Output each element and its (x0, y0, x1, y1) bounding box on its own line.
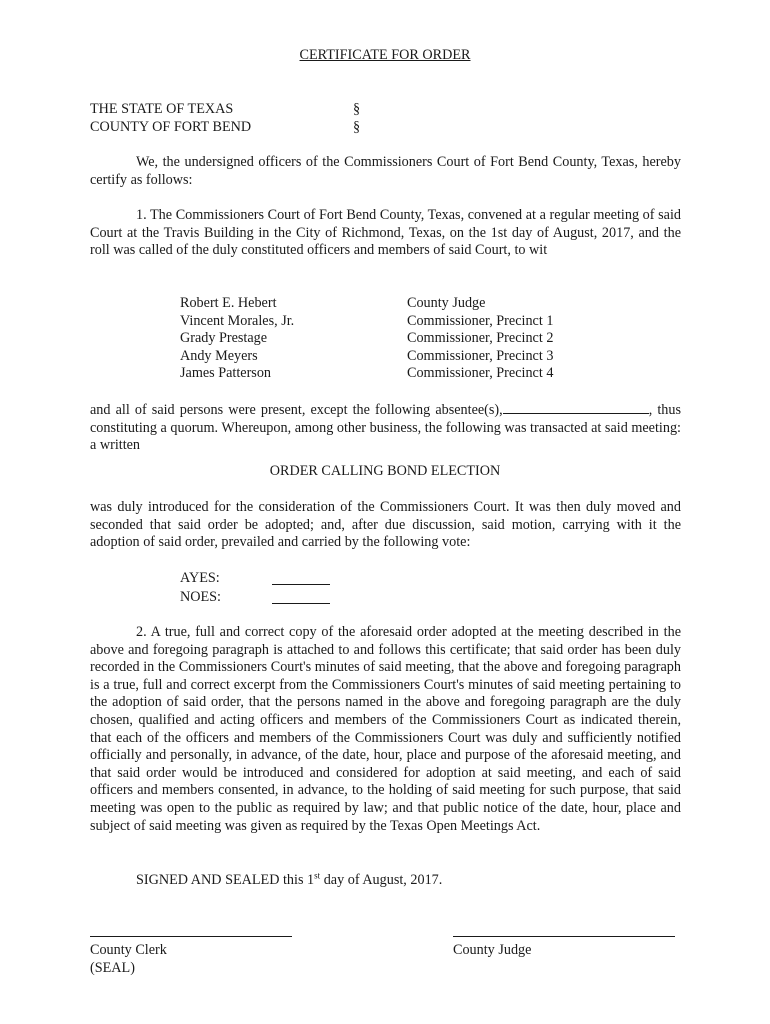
county-judge-label: County Judge (453, 942, 532, 958)
member-title: County Judge (407, 295, 486, 311)
signed-line (136, 872, 442, 890)
absentee-paragraph (90, 401, 681, 455)
introduced-paragraph: was duly introduced for the consideration of the Commissioners Court. It was then duly moved and seconded that said order be adopted; and, after due discussion, said motion, carrying with it the adoption of said order, prevailed and carried by the following vote: (90, 499, 681, 551)
section-symbol: § (353, 119, 361, 135)
member-title: Commissioner, Precinct 4 (407, 365, 554, 382)
roll-row (180, 313, 600, 331)
member-title: Commissioner, Precinct 3 (407, 347, 554, 364)
member-name: James Patterson (180, 365, 272, 382)
document-title: CERTIFICATE FOR ORDER (299, 47, 471, 63)
state-label: THE STATE OF TEXAS (90, 101, 234, 117)
county-clerk-signature-line[interactable] (90, 936, 292, 937)
ayes-label: AYES: (180, 570, 220, 586)
absentee-text-after: , thus constituting a quorum. Whereupon, among other business, the following was transacted at said meeting: a written (90, 402, 681, 454)
seal-label: (SEAL) (90, 960, 135, 976)
noes-row (180, 589, 330, 607)
county-clerk-label: County Clerk (90, 942, 167, 958)
state-heading (90, 101, 361, 119)
signed-text-after: day of August, 2017. (320, 872, 443, 888)
noes-label: NOES: (180, 589, 221, 605)
roll-row (180, 295, 600, 313)
order-title: ORDER CALLING BOND ELECTION (269, 463, 501, 479)
member-name: Robert E. Hebert (180, 295, 277, 311)
ayes-blank[interactable] (272, 570, 330, 585)
county-judge-signature-line[interactable] (453, 936, 675, 937)
noes-blank[interactable] (272, 589, 330, 604)
paragraph-two: 2. A true, full and correct copy of the aforesaid order adopted at the meeting described in the above and foregoing paragraph is attached to and follows this certificate; that said order has been duly recorded in the Commissioners Court's minutes of said meeting, that the above and foregoing paragraph is a true, full and correct excerpt from the Commissioners Court's minutes of said meeting pertaining to the adoption of said order, that the persons named in the above and foregoing paragraph are the duly chosen, qualified and acting officers and members of the Commissioners Court as indicated therein, that each of the officers and members of the Commissioners Court was duly and sufficiently notified officially and personally, in advance, of the date, hour, place and purpose of the aforesaid meeting, and that said order would be introduced and considered for adoption at said meeting, and each of said officers and members consented, in advance, to the holding of said meeting for such purpose, that said meeting was open to the public as required by law; and that public notice of the date, hour, place and subject of said meeting was given as required by the Texas Open Meetings Act. (90, 624, 681, 834)
roll-row (180, 365, 600, 383)
member-title: Commissioner, Precinct 2 (407, 330, 554, 347)
roll-row (180, 330, 600, 348)
member-name: Grady Prestage (180, 330, 268, 347)
section-symbol: § (353, 101, 361, 117)
member-title: Commissioner, Precinct 1 (407, 312, 554, 329)
signed-ordinal: st (314, 870, 321, 881)
absentee-blank[interactable] (503, 401, 649, 414)
county-heading (90, 119, 361, 137)
county-label: COUNTY OF FORT BEND (90, 119, 252, 135)
ayes-row (180, 570, 330, 588)
absentee-text-before: and all of said persons were present, except the following absentee(s), (90, 402, 503, 418)
signed-text-before: SIGNED AND SEALED this 1 (136, 872, 315, 888)
roll-row (180, 348, 600, 366)
member-name: Andy Meyers (180, 347, 258, 364)
member-name: Vincent Morales, Jr. (180, 312, 295, 329)
paragraph-one: 1. The Commissioners Court of Fort Bend County, Texas, convened at a regular meeting of said Court at the Travis Building in the City of Richmond, Texas, on the 1st day of August, 2017, and the roll was called of the duly constituted officers and members of said Court, to wit (90, 207, 681, 259)
intro-paragraph: We, the undersigned officers of the Commissioners Court of Fort Bend County, Texas, hereby certify as follows: (90, 154, 681, 188)
roll-call-list (180, 295, 600, 383)
